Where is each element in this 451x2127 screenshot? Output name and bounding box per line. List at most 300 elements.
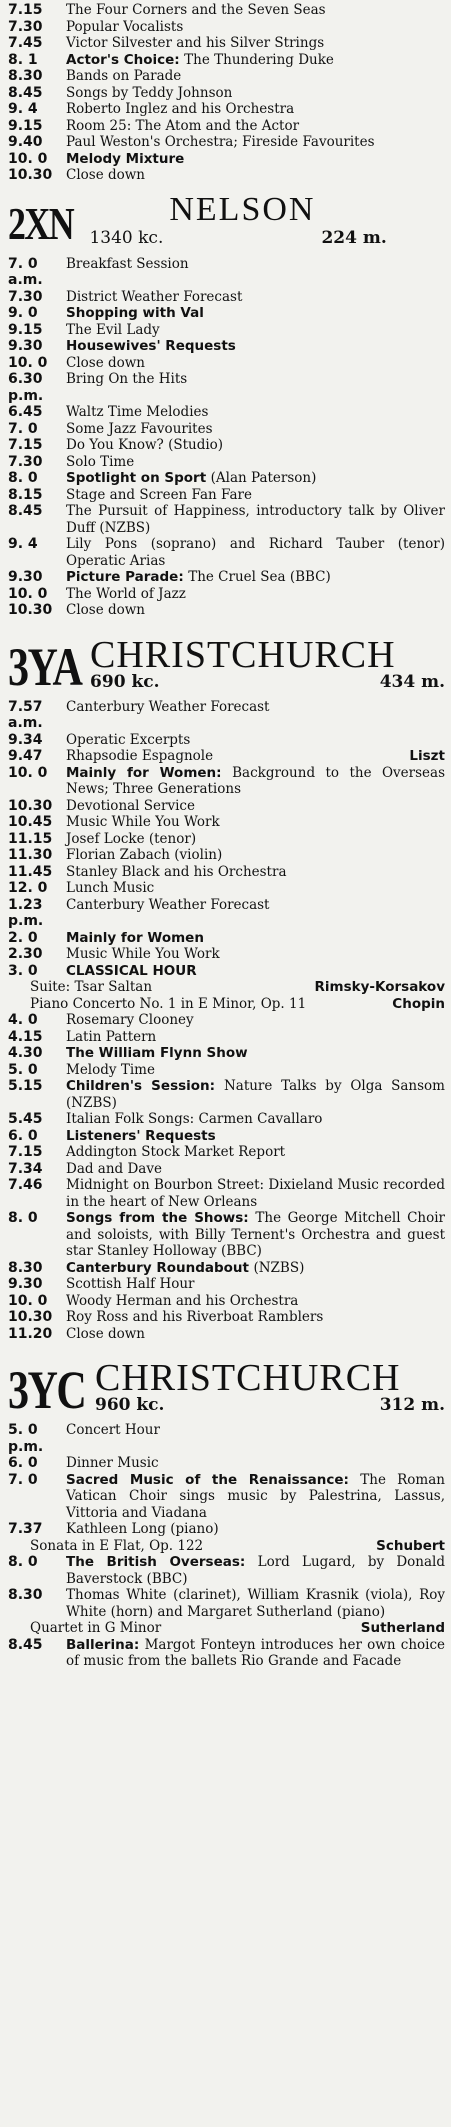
programme-text: Popular Vocalists	[66, 18, 184, 35]
programme-item	[8, 305, 445, 322]
programme-item	[8, 404, 445, 421]
programme-item	[8, 35, 445, 52]
programme-title: Shopping with Val	[66, 305, 204, 321]
programme-item	[8, 118, 445, 135]
frequency: 1340 kc.	[89, 227, 164, 248]
programme-text: Lord Lugard, by Donald Baverstock (BBC)	[66, 1554, 445, 1587]
programme-text: District Weather Forecast	[66, 288, 243, 305]
programme-item	[8, 85, 445, 102]
programme-description	[66, 371, 445, 388]
programme-description	[66, 151, 445, 168]
programme-item	[8, 437, 445, 454]
programme-description	[66, 355, 445, 372]
programme-item	[8, 1260, 445, 1277]
programme-title: Spotlight on Sport	[66, 470, 207, 486]
programme-block-3ya	[8, 699, 445, 980]
programme-description	[66, 101, 445, 118]
time: 6. 0	[8, 1127, 38, 1144]
time: 9. 0	[8, 305, 38, 321]
programme-description	[66, 1144, 445, 1161]
time: 8. 0	[8, 1210, 38, 1226]
programme-item	[8, 897, 445, 930]
call-sign: 2XN	[8, 197, 74, 249]
time: 7. 0	[8, 1471, 38, 1488]
programme-text: Do You Know? (Studio)	[66, 437, 224, 453]
programme-description	[66, 305, 445, 322]
programme-text: Close down	[66, 167, 146, 183]
time: 6. 0	[8, 1455, 38, 1471]
programme-item	[8, 1309, 445, 1326]
programme-item	[8, 880, 445, 897]
call-sign: 3YC	[8, 1360, 86, 1420]
programme-title: Listeners' Requests	[66, 1127, 216, 1144]
programme-text: The Evil Lady	[66, 321, 160, 338]
programme-text: The Thundering Duke	[184, 51, 334, 68]
programme-text: The World of Jazz	[66, 585, 186, 602]
time: 5.15	[8, 1078, 43, 1094]
programme-description	[66, 1012, 445, 1029]
time: 9. 4	[8, 101, 38, 117]
station-header-3ya	[8, 633, 445, 697]
programme-item	[8, 134, 445, 151]
wavelength: 434 m.	[379, 671, 445, 692]
programme-description	[66, 732, 445, 749]
time: 4.30	[8, 1045, 43, 1061]
wavelength: 224 m.	[321, 227, 387, 248]
classical-hour-works	[8, 979, 445, 1012]
programme-item	[8, 1177, 445, 1210]
programme-item	[8, 322, 445, 339]
programme-text: Nature Talks by Olga Sansom (NZBS)	[66, 1078, 445, 1111]
programme-item	[8, 1029, 445, 1046]
programme-text: Music While You Work	[66, 946, 220, 962]
programme-description	[66, 289, 445, 306]
programme-description	[66, 1587, 445, 1620]
programme-item	[8, 1144, 445, 1161]
programme-text: Melody Time	[66, 1061, 155, 1078]
programme-description	[66, 421, 445, 438]
time: 8. 1	[8, 51, 38, 68]
programme-description	[66, 1161, 445, 1178]
time: 10. 0	[8, 1292, 48, 1309]
programme-description	[66, 2, 445, 19]
time: 8. 0	[8, 470, 38, 486]
programme-item	[8, 289, 445, 306]
time: 7.15	[8, 437, 43, 453]
programme-title: Sacred Music of the Renaissance:	[66, 1471, 349, 1488]
time: 2.30	[8, 946, 43, 962]
programme-item	[8, 101, 445, 118]
programme-text: Florian Zabach (violin)	[66, 847, 223, 863]
programme-description	[66, 1210, 445, 1260]
programme-description	[66, 586, 445, 603]
programme-text: Victor Silvester and his Silver Strings	[66, 35, 325, 51]
programme-item	[8, 946, 445, 963]
programme-item	[8, 1422, 445, 1455]
time: 9.40	[8, 134, 43, 150]
programme-text: Addington Stock Market Report	[66, 1144, 286, 1160]
city-name: CHRISTCHURCH	[90, 633, 396, 676]
programme-text: Woody Herman and his Orchestra	[66, 1292, 299, 1309]
time: 7. 0 a.m.	[8, 255, 43, 288]
programme-title: Mainly for Women	[66, 929, 204, 946]
programme-text: Josef Locke (tenor)	[66, 830, 197, 847]
programme-description	[66, 1422, 445, 1439]
programme-description	[66, 864, 445, 881]
programme-description	[66, 1078, 445, 1111]
programme-text: Stanley Black and his Orchestra	[66, 863, 287, 880]
programme-item	[8, 1045, 445, 1062]
programme-item	[8, 1276, 445, 1293]
programme-description	[66, 946, 445, 963]
time: 7.37	[8, 1521, 43, 1537]
programme-item	[8, 963, 445, 980]
programme-item	[8, 748, 445, 765]
programme-item	[8, 1326, 445, 1343]
programme-item	[8, 470, 445, 487]
programme-item	[8, 1210, 445, 1260]
composer: Schubert	[376, 1537, 445, 1554]
programme-item	[8, 1062, 445, 1079]
programme-title: Canterbury Roundabout	[66, 1259, 249, 1276]
programme-item	[8, 1455, 445, 1472]
programme-item	[8, 503, 445, 536]
programme-description	[66, 1293, 445, 1310]
programme-item	[8, 847, 445, 864]
programme-description	[66, 1029, 445, 1046]
programme-item	[8, 1587, 445, 1620]
programme-item	[8, 765, 445, 798]
time: 11.15	[8, 830, 53, 847]
programme-description	[66, 1128, 445, 1145]
time: 8.30	[8, 1259, 43, 1276]
programme-description	[66, 85, 445, 102]
programme-text: Some Jazz Favourites	[66, 420, 213, 437]
programme-item	[8, 798, 445, 815]
programme-description	[66, 437, 445, 454]
time: 2. 0	[8, 929, 38, 946]
programme-description	[66, 897, 445, 914]
time: 3. 0	[8, 962, 38, 979]
programme-item	[8, 454, 445, 471]
programme-description	[66, 536, 445, 569]
programme-item	[8, 151, 445, 168]
programme-item	[8, 2, 445, 19]
programme-item	[8, 19, 445, 36]
programme-description	[66, 699, 445, 716]
programme-title: Housewives' Requests	[66, 338, 236, 354]
programme-description	[66, 847, 445, 864]
programme-item	[8, 602, 445, 619]
frequency: 960 kc.	[95, 1395, 165, 1415]
time: 8. 0	[8, 1554, 38, 1570]
programme-text: Paul Weston's Orchestra; Fireside Favourites	[66, 134, 375, 150]
composer: Sutherland	[360, 1620, 445, 1636]
time: 10. 0	[8, 764, 48, 781]
programme-text: The Roman Vatican Choir sings music by Palestrina, Lassus, Vittoria and Viadana	[66, 1471, 445, 1521]
programme-text: Margot Fonteyn introduces her own choice of music from the ballets Rio Grande and Facade	[66, 1636, 446, 1669]
programme-description	[66, 1260, 445, 1277]
time: 9.30	[8, 569, 43, 585]
programme-title: Children's Session:	[66, 1078, 216, 1094]
time: 9.15	[8, 117, 43, 134]
programme-description	[66, 1177, 445, 1210]
programme-item	[8, 864, 445, 881]
composer: Liszt	[409, 748, 445, 764]
time: 9. 4	[8, 536, 38, 552]
programme-text: Lily Pons (soprano) and Richard Tauber (tenor) Operatic Arias	[66, 536, 445, 569]
time: 9.47	[8, 748, 43, 764]
programme-title: Songs from the Shows:	[66, 1210, 249, 1226]
programme-text: Bands on Parade	[66, 68, 182, 84]
time: 8.15	[8, 486, 43, 503]
programme-description	[66, 35, 445, 52]
programme-item	[8, 338, 445, 355]
programme-description	[66, 322, 445, 339]
programme-description	[66, 118, 445, 135]
programme-block-3yc-3	[8, 1637, 445, 1670]
programme-description	[66, 1309, 445, 1326]
programme-text: Midnight on Bourbon Street: Dixieland Music recorded in the heart of New Orleans	[66, 1177, 445, 1210]
time: 5. 0	[8, 1061, 38, 1078]
programme-item	[8, 1161, 445, 1178]
time: 8.30	[8, 1587, 43, 1603]
programme-block-3yc-2	[8, 1554, 445, 1620]
call-sign: 3YA	[8, 636, 82, 697]
programme-text: Songs by Teddy Johnson	[66, 84, 233, 101]
programme-text: The George Mitchell Choir and soloists, with Billy Ternent's Orchestra and guest star Stanley Holloway (BBC)	[66, 1210, 446, 1259]
programme-description	[66, 1455, 445, 1472]
time: 7.30	[8, 288, 43, 305]
time: 5. 0 p.m.	[8, 1422, 44, 1455]
programme-text: Thomas White (clarinet), William Krasnik (viola), Roy White (horn) and Margaret Sutherland (piano)	[66, 1587, 445, 1620]
programme-title: The William Flynn Show	[66, 1045, 248, 1061]
work-title: Piano Concerto No. 1 in E Minor, Op. 11	[30, 995, 307, 1012]
programme-description	[66, 1111, 445, 1128]
station-header-2xn	[8, 190, 445, 249]
programme-text: Lunch Music	[66, 880, 155, 896]
programme-title: Melody Mixture	[66, 150, 185, 167]
programme-description	[66, 338, 445, 355]
time: 7.46	[8, 1177, 43, 1193]
programme-item	[8, 1078, 445, 1111]
work-title: Suite: Tsar Saltan	[30, 979, 153, 995]
programme-item	[8, 1111, 445, 1128]
programme-item	[8, 569, 445, 586]
time: 11.20	[8, 1325, 53, 1342]
programme-description	[66, 1637, 445, 1670]
programme-text: (Alan Paterson)	[210, 470, 317, 486]
time: 10.30	[8, 797, 53, 814]
programme-description	[66, 602, 445, 619]
wavelength: 312 m.	[379, 1395, 445, 1415]
time: 11.30	[8, 847, 53, 863]
programme-text: The Four Corners and the Seven Seas	[66, 2, 326, 18]
time: 10. 0	[8, 150, 48, 167]
programme-description	[66, 134, 445, 151]
work-line	[8, 979, 445, 996]
programme-description	[66, 963, 445, 980]
programme-item	[8, 699, 445, 732]
programme-text: The Pursuit of Happiness, introductory talk by Oliver Duff (NZBS)	[66, 503, 445, 536]
programme-item	[8, 1554, 445, 1587]
time: 7. 0	[8, 420, 38, 437]
programme-item	[8, 1012, 445, 1029]
time: 10.30	[8, 602, 53, 618]
programme-description	[66, 765, 445, 798]
programme-text: The Cruel Sea (BBC)	[188, 569, 331, 585]
programme-item	[8, 732, 445, 749]
programme-text: Dad and Dave	[66, 1160, 162, 1177]
programme-description	[66, 748, 403, 765]
time: 7.15	[8, 1144, 43, 1160]
time: 9.30	[8, 1276, 43, 1292]
programme-text: Music While You Work	[66, 814, 220, 830]
programme-description	[66, 930, 445, 947]
programme-item	[8, 1293, 445, 1310]
programme-text: Breakfast Session	[66, 255, 189, 272]
programme-text: Background to the Overseas News; Three Generations	[66, 764, 445, 797]
programme-item	[8, 355, 445, 372]
time: 5.45	[8, 1111, 43, 1127]
work-title: Sonata in E Flat, Op. 122	[30, 1537, 204, 1554]
time: 8.45	[8, 84, 43, 101]
programme-text: Canterbury Weather Forecast	[66, 698, 270, 715]
city-name: NELSON	[169, 190, 316, 228]
programme-description	[66, 1276, 445, 1293]
programme-description	[66, 1062, 445, 1079]
work-title: Quartet in G Minor	[30, 1620, 162, 1636]
programme-text: Rhapsodie Espagnole	[66, 748, 214, 764]
programme-text: Concert Hour	[66, 1422, 160, 1438]
programme-block-3yc	[8, 1422, 445, 1538]
programme-description	[66, 569, 445, 586]
time: 7.15	[8, 2, 43, 18]
time: 6.30 p.m.	[8, 371, 44, 404]
programme-item	[8, 421, 445, 438]
programme-description	[66, 454, 445, 471]
programme-text: Kathleen Long (piano)	[66, 1521, 219, 1537]
programme-description	[66, 470, 445, 487]
programme-text: Close down	[66, 1325, 146, 1342]
programme-text: Waltz Time Melodies	[66, 404, 209, 420]
programme-description	[66, 68, 445, 85]
programme-text: Close down	[66, 354, 146, 371]
time: 7.57 a.m.	[8, 698, 43, 731]
programme-text: Bring On the Hits	[66, 371, 188, 387]
programme-title: Actor's Choice:	[66, 51, 180, 68]
programme-text: Roy Ross and his Riverboat Ramblers	[66, 1309, 324, 1325]
time: 11.45	[8, 863, 53, 880]
time: 7.45	[8, 35, 43, 51]
time: 8.30	[8, 68, 43, 84]
time: 9.30	[8, 338, 43, 354]
programme-text: Devotional Service	[66, 797, 195, 814]
programme-text: Italian Folk Songs: Carmen Cavallaro	[66, 1111, 323, 1127]
programme-block-top	[8, 2, 445, 184]
frequency: 690 kc.	[90, 671, 160, 692]
programme-text: Roberto Inglez and his Orchestra	[66, 101, 295, 117]
programme-text: Dinner Music	[66, 1455, 159, 1471]
programme-item	[8, 256, 445, 289]
time: 8.45	[8, 503, 43, 519]
composer: Rimsky-Korsakov	[314, 979, 445, 995]
city-name: CHRISTCHURCH	[95, 1357, 401, 1399]
programme-description	[66, 1326, 445, 1343]
work-line	[8, 1620, 445, 1637]
programme-item	[8, 1521, 445, 1538]
time: 10.30	[8, 167, 53, 183]
programme-item	[8, 831, 445, 848]
programme-description	[66, 880, 445, 897]
programme-title: Ballerina:	[66, 1636, 140, 1653]
programme-item	[8, 930, 445, 947]
programme-description	[66, 52, 445, 69]
programme-description	[66, 167, 445, 184]
programme-text: Rosemary Clooney	[66, 1012, 194, 1028]
time: 10. 0	[8, 585, 48, 602]
programme-text: Operatic Excerpts	[66, 731, 191, 748]
time: 10.30	[8, 1309, 53, 1325]
work-line	[8, 1538, 445, 1555]
programme-block-2xn	[8, 256, 445, 619]
programme-title: The British Overseas:	[66, 1554, 246, 1570]
programme-description	[66, 487, 445, 504]
programme-item	[8, 536, 445, 569]
programme-description	[66, 1554, 445, 1587]
programme-title: CLASSICAL HOUR	[66, 962, 197, 979]
time: 9.34	[8, 731, 43, 748]
programme-description	[66, 1521, 445, 1538]
programme-text: Stage and Screen Fan Fare	[66, 486, 252, 503]
station-header-3yc	[8, 1356, 445, 1420]
time: 4.15	[8, 1028, 43, 1045]
programme-description	[66, 1045, 445, 1062]
programme-item	[8, 167, 445, 184]
programme-item	[8, 52, 445, 69]
programme-item	[8, 1637, 445, 1670]
time: 7.30	[8, 18, 43, 35]
programme-item	[8, 586, 445, 603]
programme-description	[66, 1472, 445, 1522]
time: 7.30	[8, 453, 43, 470]
programme-text: Latin Pattern	[66, 1028, 157, 1045]
time: 8.45	[8, 1636, 43, 1653]
programme-text: Room 25: The Atom and the Actor	[66, 117, 300, 134]
time: 10. 0	[8, 354, 48, 371]
programme-item	[8, 487, 445, 504]
time: 1.23 p.m.	[8, 896, 44, 929]
programme-description	[66, 256, 445, 273]
programme-description	[66, 798, 445, 815]
programme-title: Mainly for Women:	[66, 764, 222, 781]
programme-text: Close down	[66, 602, 146, 618]
programme-block-3ya-evening	[8, 1012, 445, 1342]
programme-description	[66, 831, 445, 848]
programme-description	[66, 503, 445, 536]
programme-description	[66, 814, 445, 831]
time: 9.15	[8, 321, 43, 338]
programme-item	[8, 371, 445, 404]
programme-description	[66, 19, 445, 36]
programme-text: Solo Time	[66, 453, 135, 470]
programme-text: Scottish Half Hour	[66, 1276, 195, 1292]
programme-item	[8, 814, 445, 831]
programme-item	[8, 68, 445, 85]
time: 6.45	[8, 404, 43, 420]
programme-title: Picture Parade:	[66, 569, 184, 585]
work-line	[8, 996, 445, 1013]
